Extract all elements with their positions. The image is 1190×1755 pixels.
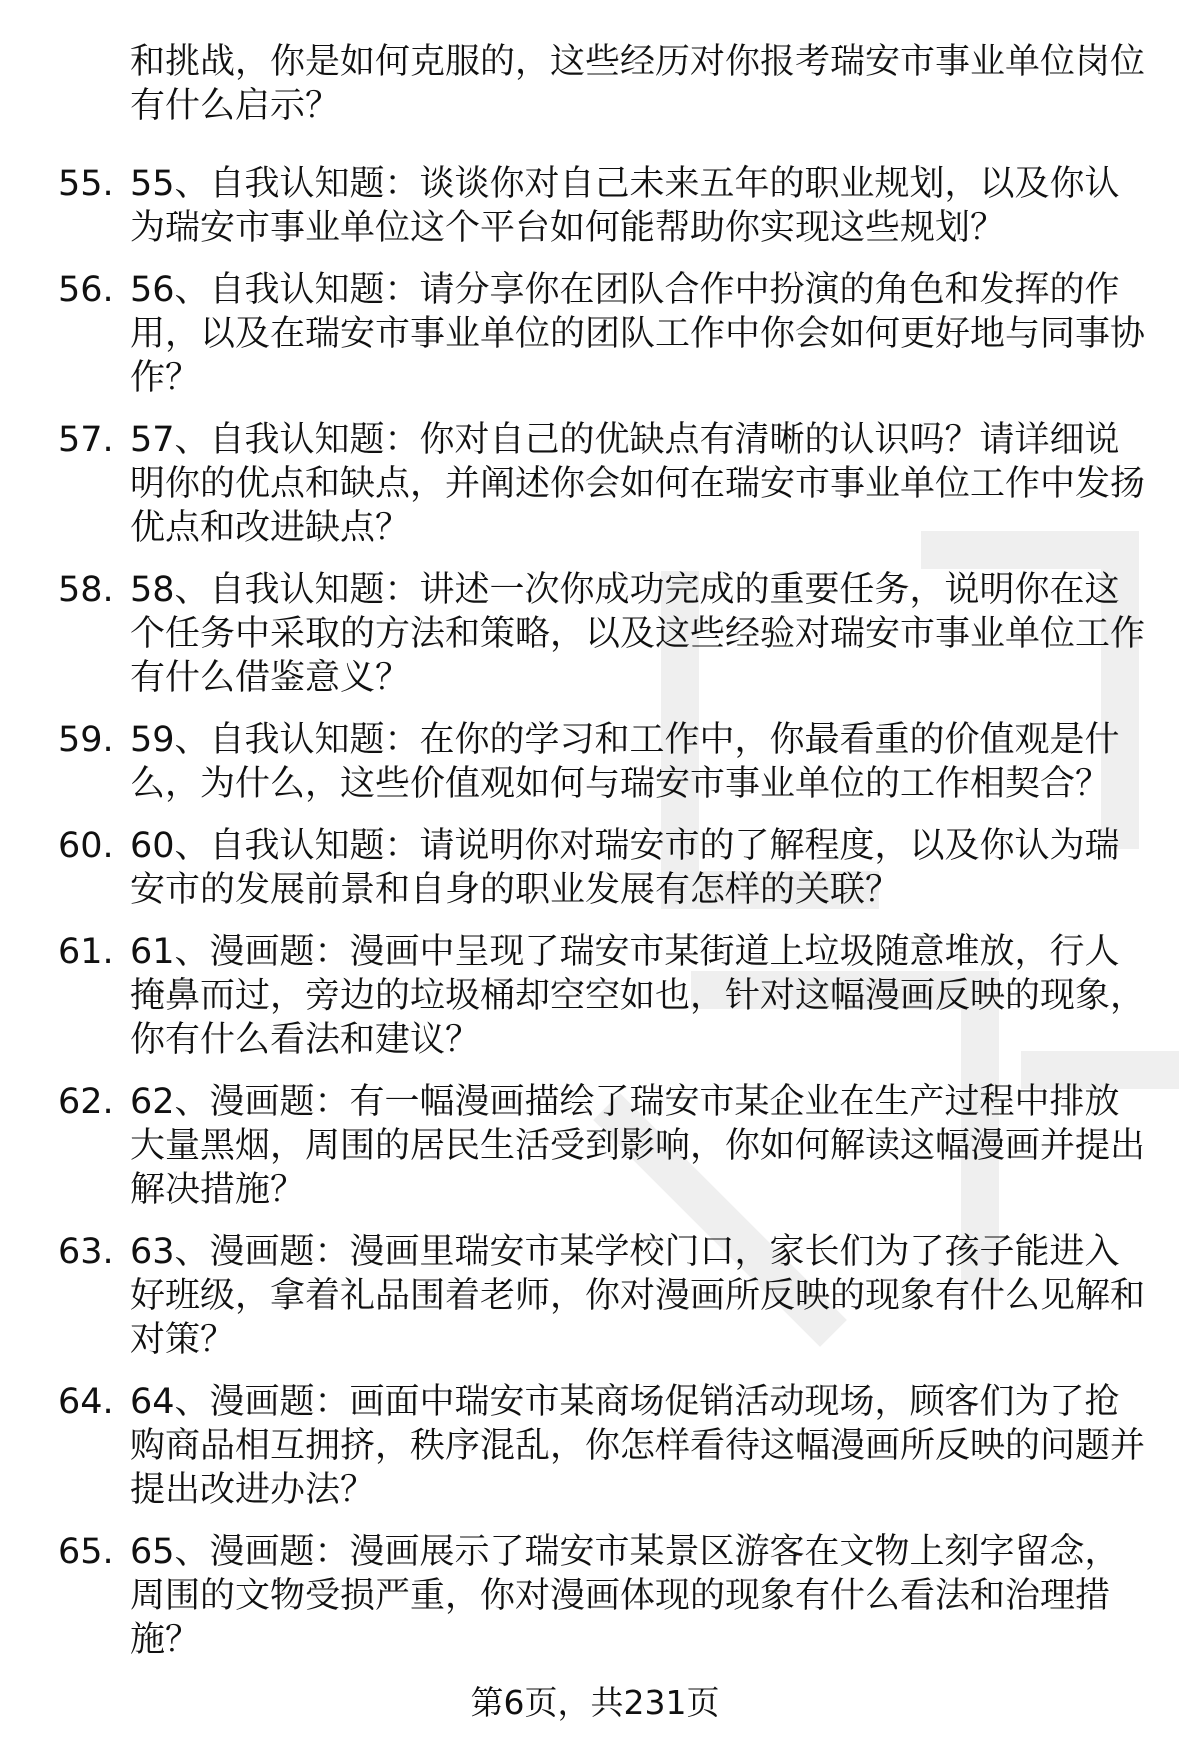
question-number: 63. [58, 1232, 114, 1272]
question-text: 57、自我认知题：你对自己的优缺点有清晰的认识吗？请详细说明你的优点和缺点，并阐述你会如何在瑞安市事业单位工作中发扬优点和改进缺点？ [130, 420, 1146, 548]
list-item [58, 1530, 1150, 1662]
list-item [58, 1230, 1150, 1362]
list-item [58, 568, 1150, 700]
list-item [58, 1080, 1150, 1212]
question-text: 64、漫画题：画面中瑞安市某商场促销活动现场，顾客们为了抢购商品相互拥挤，秩序混乱，你怎样看待这幅漫画所反映的问题并提出改进办法？ [130, 1382, 1146, 1510]
question-text: 58、自我认知题：讲述一次你成功完成的重要任务，说明你在这个任务中采取的方法和策略，以及这些经验对瑞安市事业单位工作有什么借鉴意义？ [130, 570, 1146, 698]
list-item [58, 718, 1150, 806]
question-text: 61、漫画题：漫画中呈现了瑞安市某街道上垃圾随意堆放，行人掩鼻而过，旁边的垃圾桶却空空如也，针对这幅漫画反映的现象，你有什么看法和建议？ [130, 932, 1146, 1060]
question-number: 56. [58, 270, 114, 310]
question-number: 55. [58, 164, 114, 204]
question-number: 65. [58, 1532, 114, 1572]
page-footer: 第6页，共231页 [470, 1683, 720, 1722]
question-text: 62、漫画题：有一幅漫画描绘了瑞安市某企业在生产过程中排放大量黑烟，周围的居民生活受到影响，你如何解读这幅漫画并提出解决措施？ [130, 1082, 1146, 1210]
question-text: 65、漫画题：漫画展示了瑞安市某景区游客在文物上刻字留念，周围的文物受损严重，你对漫画体现的现象有什么看法和治理措施？ [130, 1532, 1120, 1660]
list-item [58, 930, 1150, 1062]
question-number: 60. [58, 826, 114, 866]
list-item [58, 824, 1150, 912]
question-number: 57. [58, 420, 114, 460]
question-number: 64. [58, 1382, 114, 1422]
question-text: 63、漫画题：漫画里瑞安市某学校门口，家长们为了孩子能进入好班级，拿着礼品围着老师，你对漫画所反映的现象有什么见解和对策？ [130, 1232, 1146, 1360]
question-number: 58. [58, 570, 114, 610]
list-item [58, 162, 1150, 250]
list-item [58, 418, 1150, 550]
question-list [58, 162, 1150, 1680]
question-text: 60、自我认知题：请说明你对瑞安市的了解程度，以及你认为瑞安市的发展前景和自身的职业发展有怎样的关联？ [130, 826, 1120, 910]
question-number: 61. [58, 932, 114, 972]
list-item [58, 268, 1150, 400]
question-text: 56、自我认知题：请分享你在团队合作中扮演的角色和发挥的作用，以及在瑞安市事业单位的团队工作中你会如何更好地与同事协作？ [130, 270, 1146, 398]
question-number: 62. [58, 1082, 114, 1122]
question-text: 59、自我认知题：在你的学习和工作中，你最看重的价值观是什么，为什么，这些价值观如何与瑞安市事业单位的工作相契合？ [130, 720, 1120, 804]
question-text: 55、自我认知题：谈谈你对自己未来五年的职业规划，以及你认为瑞安市事业单位这个平台如何能帮助你实现这些规划？ [130, 164, 1120, 248]
list-item [58, 1380, 1150, 1512]
continuation-paragraph: 和挑战，你是如何克服的，这些经历对你报考瑞安市事业单位岗位有什么启示？ [130, 42, 1146, 126]
question-number: 59. [58, 720, 114, 760]
